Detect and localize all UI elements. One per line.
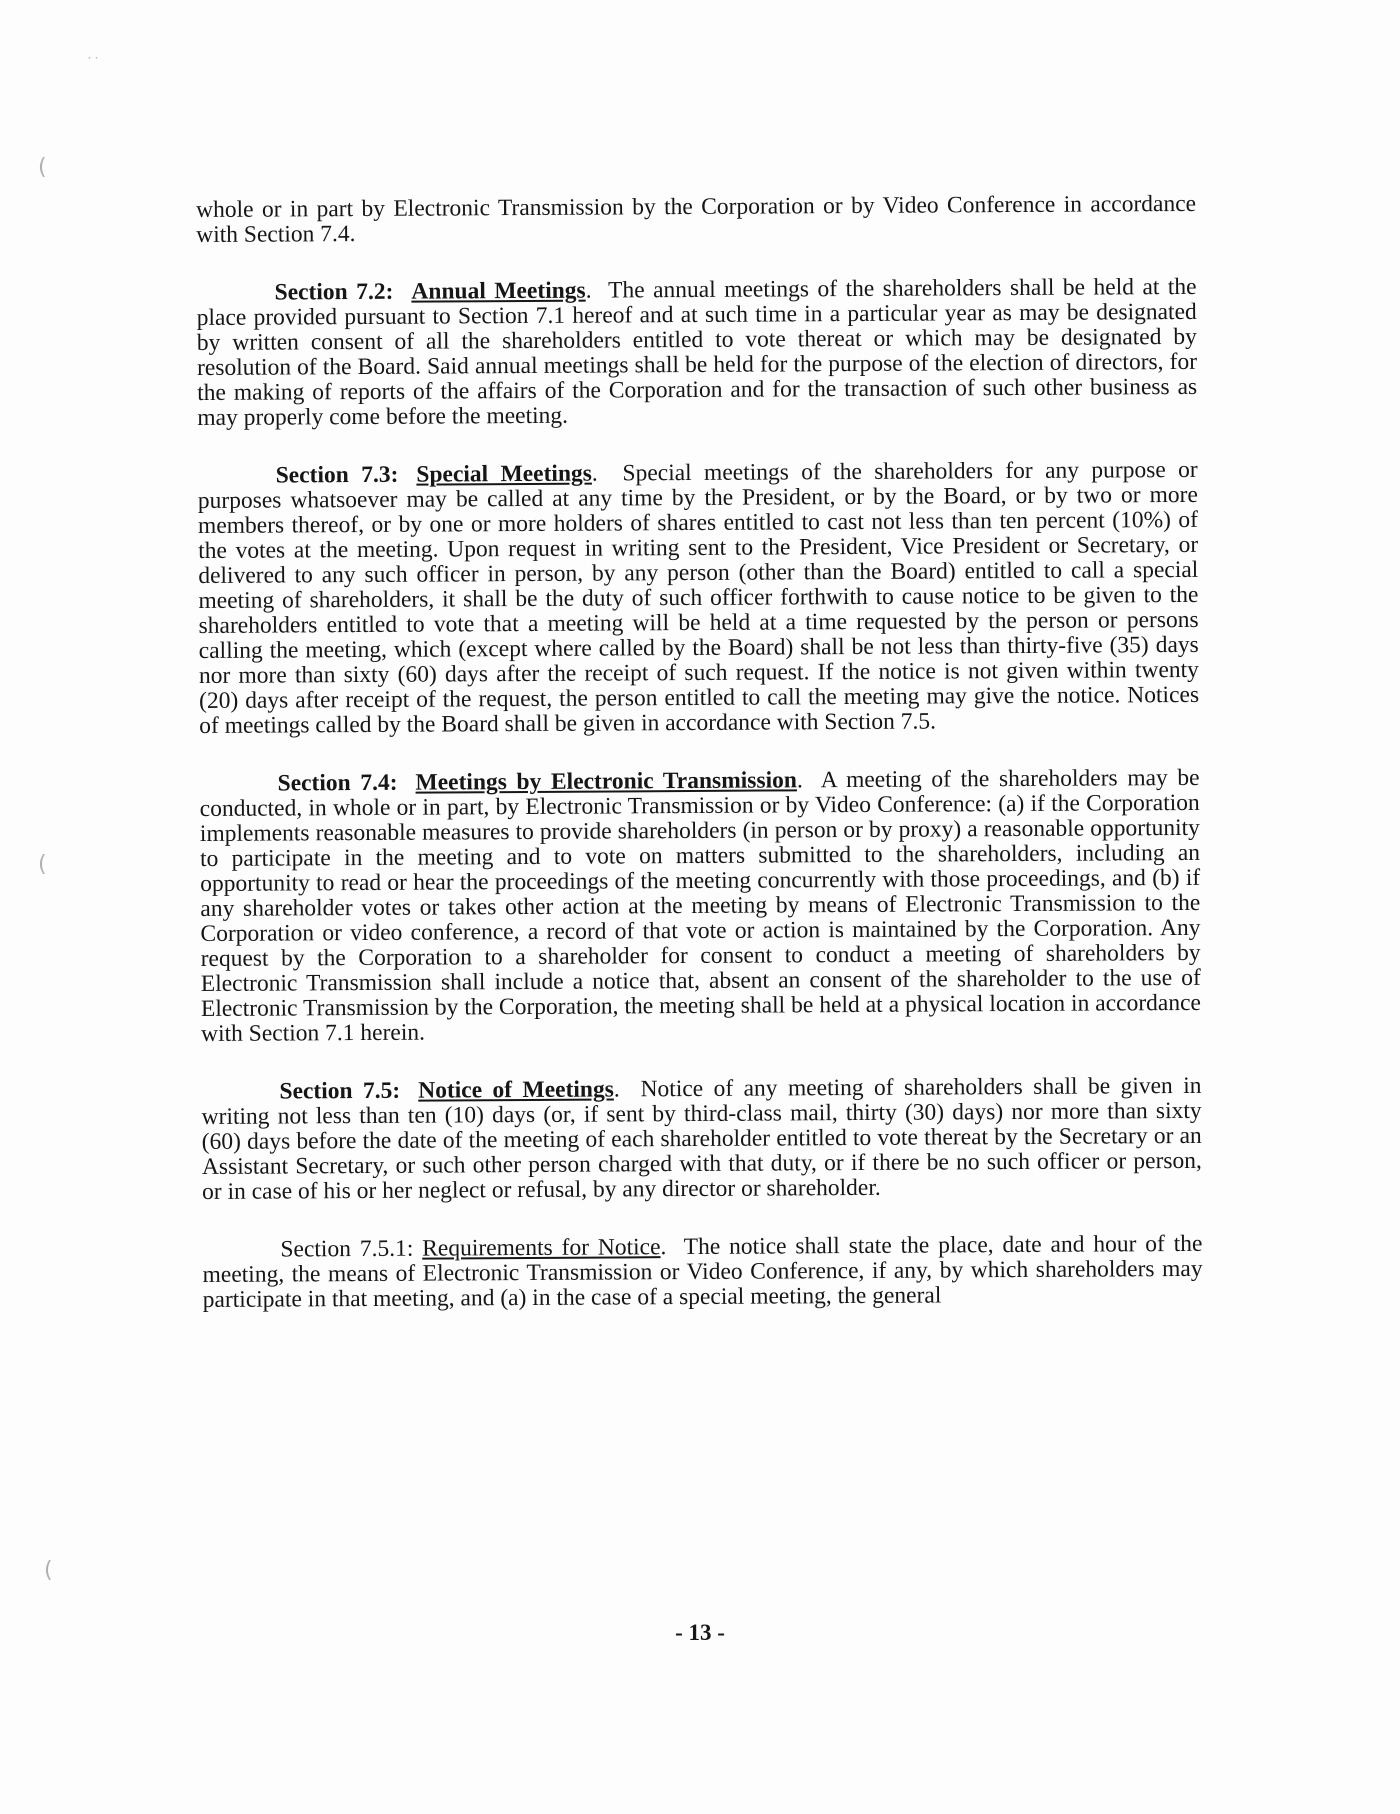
- section-7-2: Section 7.2: Annual Meetings. The annual meetings of the shareholders shall be held at the place provided pursuant to Section 7.1 hereof and at such time in a particular year as may be designated by written consent of all the shareholders entitled to vote thereat or which may be designated by resolution of the Board. Said annual meetings shall be held for the purpose of the election of directors, for the making of reports of the affairs of the Corporation and for the transaction of such other business as may properly come before the meeting.: [196, 273, 1198, 431]
- subsection-body: The notice shall state the place, date and hour of the meeting, the means of Electronic Transmission or Video Conference, if any, by which shareholders may participate in that meeting, and (a) in the case of a special meeting, the general: [202, 1230, 1203, 1313]
- scan-mark: (: [38, 852, 47, 877]
- section-7-4: Section 7.4: Meetings by Electronic Transmission. A meeting of the shareholders may be conducted, in whole or in part, by Electronic Transmission or by Video Conference: (a) if the Corporation implements reasonable measures to provide shareholders (in person or by proxy) a reasonable opportunity to participate in the meeting and to vote on matters submitted to the shareholders, including an opportunity to read or hear the proceedings of the meeting concurrently with those proceedings, and (b) if any shareholder votes or takes other action at the meeting by means of Electronic Transmission to the Corporation or video conference, a record of that vote or action is maintained by the Corporation. Any request by the Corporation to a shareholder for consent to conduct a meeting of shareholders by Electronic Transmission shall include a notice that, absent an consent of the shareholder to the use of Electronic Transmission by the Corporation, the meeting shall be held at a physical location in accordance with Section 7.1 herein.: [199, 764, 1202, 1047]
- section-number: Section 7.4:: [277, 769, 398, 797]
- section-7-3: Section 7.3: Special Meetings. Special meetings of the shareholders for any purpose or purposes whatsoever may be called at any time by the President, or by the Board, or by two or more members thereof, or by one or more holders of shares entitled to cast not less than ten percent (10%) of the votes at the meeting. Upon request in writing sent to the President, Vice President or Secretary, or delivered to any such officer in person, by any person (other than the Board) entitled to call a special meeting of shareholders, it shall be the duty of such officer forthwith to cause notice to be given to the shareholders entitled to vote that a meeting will be held at a time requested by the person or persons calling the meeting, which (except where called by the Board) shall be not less than thirty-five (35) days nor more than sixty (60) days after the receipt of such request. If the notice is not given within twenty (20) days after receipt of the request, the person entitled to call the meeting may give the notice. Notices of meetings called by the Board shall be given in accordance with Section 7.5.: [197, 456, 1200, 739]
- scan-speck: ˙˙: [86, 56, 100, 72]
- section-title: Special Meetings: [416, 460, 592, 488]
- subsection-number: Section 7.5.1:: [280, 1235, 414, 1263]
- section-body: Special meetings of the shareholders for any purpose or purposes whatsoever may be called at any time by the President, or by the Board, or by two or more members thereof, or by one or more holders of shares entitled to cast not less than ten percent (10%) of the votes at the meeting. Upon request in writing sent to the President, Vice President or Secretary, or delivered to any such officer in person, by any person (other than the Board) entitled to call a special meeting of shareholders, it shall be the duty of such officer forthwith to cause notice to be given to the shareholders entitled to vote that a meeting will be held at a time requested by the person or persons calling the meeting, which (except where called by the Board) shall be not less than thirty-five (35) days nor more than sixty (60) days after the receipt of such request. If the notice is not given within twenty (20) days after receipt of the request, the person entitled to call the meeting may give the notice. Notices of meetings called by the Board shall be given in accordance with Section 7.5.: [197, 456, 1200, 739]
- page-number: - 13 -: [675, 1620, 725, 1645]
- intro-paragraph: whole or in part by Electronic Transmission by the Corporation or by Video Conference in accordance with Section 7.4.: [195, 190, 1197, 248]
- section-body: The annual meetings of the shareholders shall be held at the place provided pursuant to Section 7.1 hereof and at such time in a particular year as may be designated by written consent of all the shareholders entitled to vote thereat or which may be designated by resolution of the Board. Said annual meetings shall be held for the purpose of the election of directors, for the making of reports of the affairs of the Corporation and for the transaction of such other business as may properly come before the meeting.: [196, 273, 1198, 431]
- section-title: Annual Meetings: [411, 277, 586, 305]
- section-number: Section 7.2:: [274, 278, 394, 306]
- section-7-5-1: Section 7.5.1: Requirements for Notice. The notice shall state the place, date and hour of the meeting, the means of Electronic Transmission or Video Conference, if any, by which shareholders may participate in that meeting, and (a) in the case of a special meeting, the general: [202, 1230, 1203, 1313]
- subsection-title: Requirements for Notice: [422, 1234, 661, 1262]
- scan-mark: (: [44, 1558, 53, 1583]
- section-title: Meetings by Electronic Transmission: [415, 767, 797, 796]
- section-number: Section 7.3:: [275, 461, 399, 489]
- document-body: [196, 192, 1203, 1346]
- section-7-5: Section 7.5: Notice of Meetings. Notice of any meeting of shareholders shall be given in writing not less than ten (10) days (or, if sent by third-class mail, thirty (30) days) nor more than sixty (60) days before the date of the meeting of each shareholder entitled to vote thereat by the Secretary or an Assistant Secretary, or such other person charged with that duty, or if there be no such officer or person, or in case of his or her neglect or refusal, by any director or shareholder.: [201, 1072, 1202, 1205]
- section-body: A meeting of the shareholders may be conducted, in whole or in part, by Electronic Transmission or by Video Conference: (a) if the Corporation implements reasonable measures to provide shareholders (in person or by proxy) a reasonable opportunity to participate in the meeting and to vote on matters submitted to the shareholders, including an opportunity to read or hear the proceedings of the meeting concurrently with those proceedings, and (b) if any shareholder votes or takes other action at the meeting by means of Electronic Transmission to the Corporation or video conference, a record of that vote or action is maintained by the Corporation. Any request by the Corporation to a shareholder for consent to conduct a meeting of shareholders by Electronic Transmission shall include a notice that, absent an consent of the shareholder to the use of Electronic Transmission by the Corporation, the meeting shall be held at a physical location in accordance with Section 7.1 herein.: [199, 764, 1202, 1047]
- section-title: Notice of Meetings: [418, 1076, 614, 1104]
- scan-mark: (: [38, 155, 47, 180]
- section-body: Notice of any meeting of shareholders shall be given in writing not less than ten (10) days (or, if sent by third-class mail, thirty (30) days) nor more than sixty (60) days before the date of the meeting of each shareholder entitled to vote thereat by the Secretary or an Assistant Secretary, or such other person charged with that duty, or if there be no such officer or person, or in case of his or her neglect or refusal, by any director or shareholder.: [201, 1072, 1202, 1205]
- section-number: Section 7.5:: [279, 1077, 401, 1105]
